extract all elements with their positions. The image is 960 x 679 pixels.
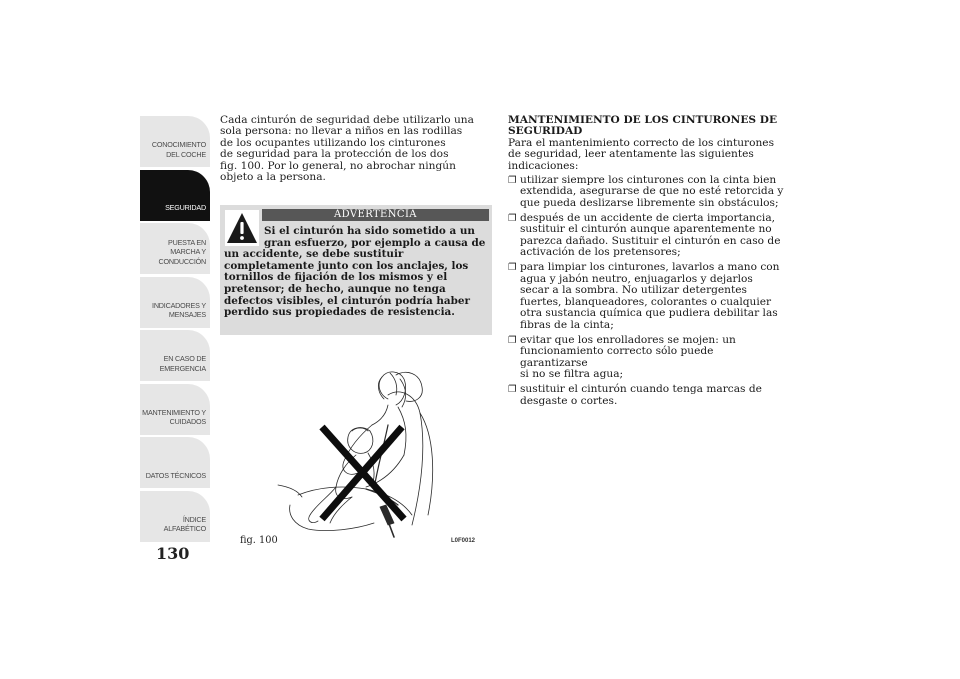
maintenance-list — [508, 175, 784, 407]
checkbox-bullet-icon: ❐ — [508, 384, 517, 396]
tab-indice-alfabetico[interactable] — [140, 491, 210, 542]
list-item-text: después de un accidente de cierta importancia, sustituir el cinturón aunque aparentemente no parezca dañado. Sustituir el cinturón en caso de activación de los pretensores; — [520, 212, 781, 259]
tab-label: INDICADORES Y MENSAJES — [152, 300, 206, 319]
tab-label: EN CASO DE EMERGENCIA — [159, 354, 206, 373]
tab-seguridad[interactable] — [140, 170, 210, 221]
chapter-tabs — [140, 116, 210, 544]
warning-box — [220, 205, 492, 335]
list-item — [508, 384, 784, 407]
intro-paragraph: Cada cinturón de seguridad debe utilizarlo una sola persona: no llevar a niños en las rodillas de los ocupantes utilizando los cinturones de seguridad para la protección de los dos fig. 100. Por lo general, no abrochar ningún objeto a la persona. — [220, 114, 474, 184]
tab-label: DATOS TÉCNICOS — [145, 470, 206, 480]
checkbox-bullet-icon: ❐ — [508, 262, 517, 274]
list-item-text: sustituir el cinturón cuando tenga marcas de desgaste o cortes. — [520, 383, 762, 407]
list-item-text: evitar que los enrolladores se mojen: un funcionamiento correcto sólo puede garantizarse si no se filtra agua; — [520, 333, 736, 380]
warning-text-first: Si el cinturón ha sido sometido a un gran esfuerzo, por ejemplo a causa de — [264, 225, 486, 249]
figure-code: L0F0012 — [451, 538, 476, 544]
page-number: 130 — [156, 544, 190, 563]
tab-label: PUESTA EN MARCHA Y CONDUCCIÓN — [158, 237, 206, 266]
tab-label: SEGURIDAD — [165, 203, 206, 212]
warning-text-rest: un accidente, se debe sustituir completamente junto con los anclajes, los tornillos de fijación de los mismos y el pretensor; de hecho, aunque no tenga defectos visibles, el cinturón podría haber perdido sus propiedades de resistencia. — [224, 248, 470, 319]
child-on-lap-illustration — [238, 365, 476, 543]
tab-mantenimiento-cuidados[interactable] — [140, 384, 210, 435]
tab-label: ÍNDICE ALFABÉTICO — [163, 514, 206, 533]
section-intro: Para el mantenimiento correcto de los cinturones de seguridad, leer atentamente las siguientes indicaciones: — [508, 136, 775, 172]
list-item — [508, 175, 784, 209]
list-item — [508, 262, 784, 330]
left-column — [220, 115, 492, 183]
section-title: MANTENIMIENTO DE LOS CINTURONES DE SEGURIDAD — [508, 114, 778, 138]
tab-label: MANTENIMIENTO Y CUIDADOS — [142, 407, 206, 426]
figure-label: fig. 100 — [240, 535, 278, 546]
checkbox-bullet-icon: ❐ — [508, 334, 517, 346]
list-item — [508, 335, 784, 381]
tab-conocimiento-del-coche[interactable] — [140, 116, 210, 167]
list-item — [508, 213, 784, 259]
tab-label: CONOCIMIENTO DEL COCHE — [151, 140, 206, 159]
tab-datos-tecnicos[interactable] — [140, 437, 210, 488]
list-item-text: utilizar siempre los cinturones con la cinta bien extendida, asegurarse de que no esté retorcida y que pueda deslizarse libremente sin obstáculos; — [520, 174, 784, 209]
right-column — [508, 115, 784, 411]
checkbox-bullet-icon: ❐ — [508, 213, 517, 225]
list-item-text: para limpiar los cinturones, lavarlos a mano con agua y jabón neutro, enjuagarlos y dejarlos secar a la sombra. No utilizar detergentes fuertes, blanqueadores, colorantes o cualquier otra sustancia química que pudiera debilitar las fibras de la cinta; — [520, 261, 780, 331]
warning-header: ADVERTENCIA — [262, 209, 489, 221]
warning-text — [224, 226, 490, 319]
checkbox-bullet-icon: ❐ — [508, 175, 517, 187]
tab-indicadores-mensajes[interactable] — [140, 277, 210, 328]
tab-en-caso-de-emergencia[interactable] — [140, 330, 210, 381]
tab-puesta-en-marcha[interactable] — [140, 223, 210, 274]
